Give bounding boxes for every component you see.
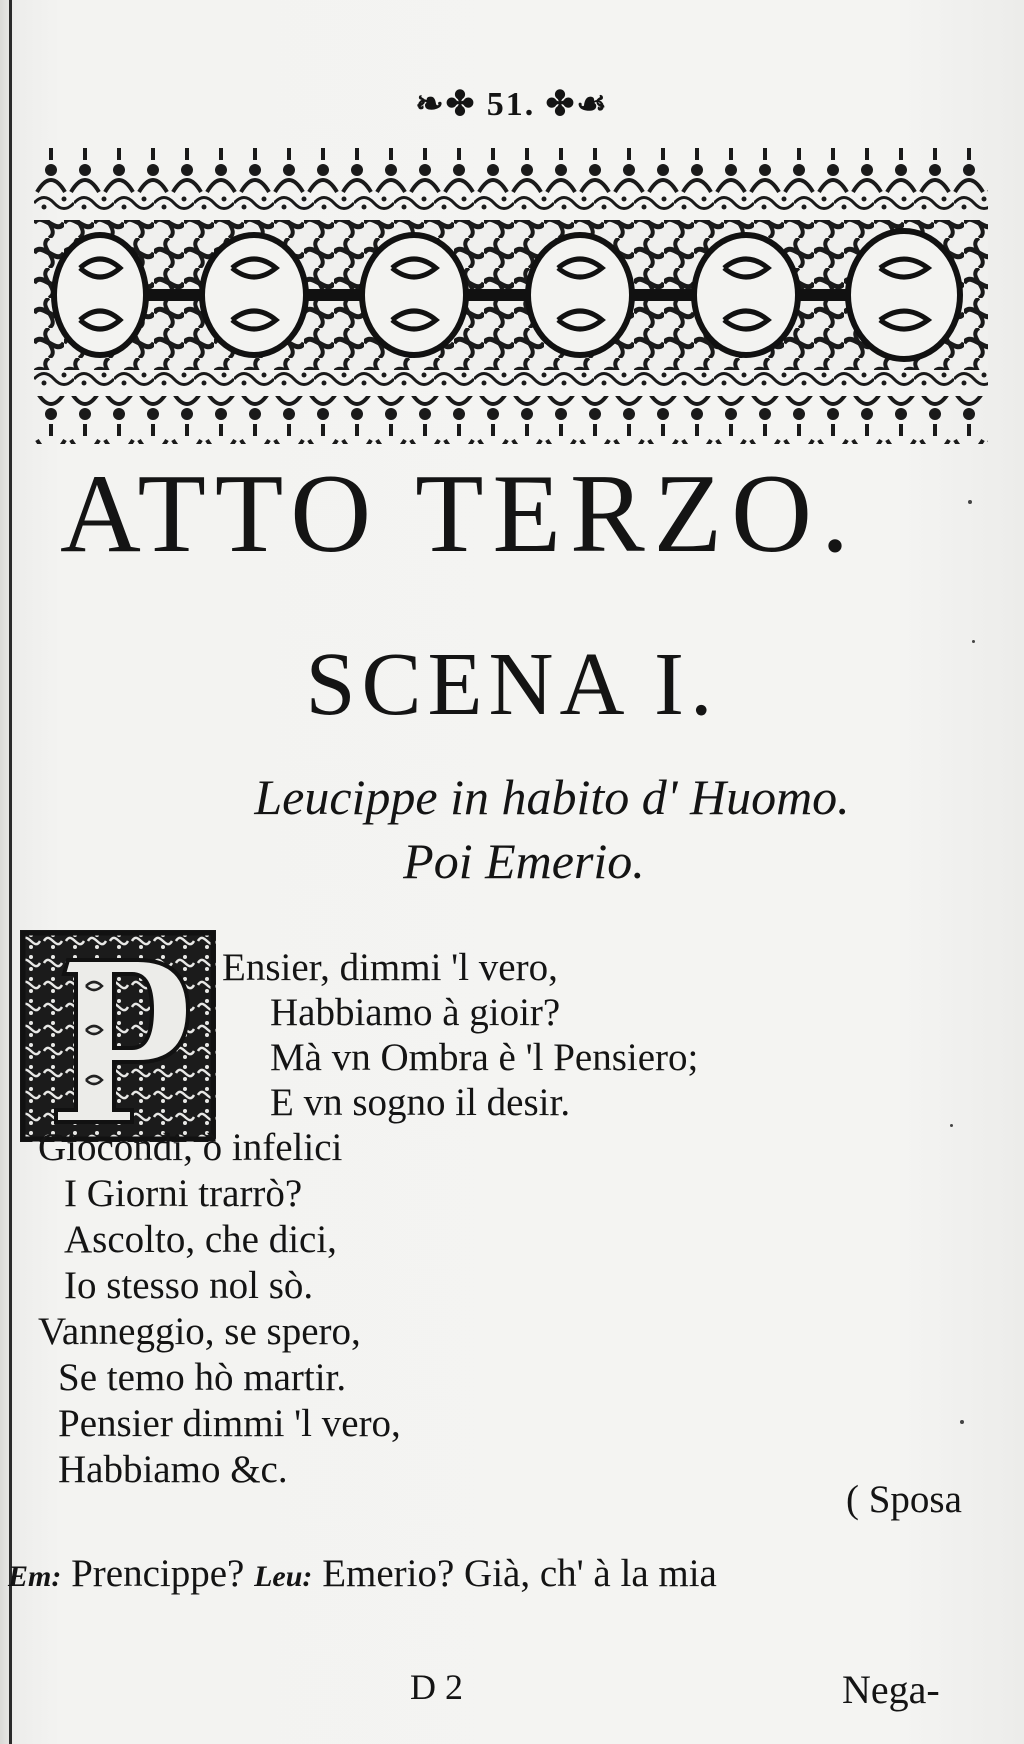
fleuron-left-icon: ❧✤ <box>415 86 487 123</box>
verse-line: I Giorni trarrò? <box>64 1172 303 1215</box>
verse-line: E vn sogno il desir. <box>270 1081 571 1124</box>
verse-line: Vanneggio, se spero, <box>38 1310 361 1353</box>
page-number-text: 51. <box>486 86 536 123</box>
dialogue-line <box>8 1554 717 1593</box>
stage-direction-line-1: Leucippe in habito d' Huomo. <box>254 769 850 825</box>
signature-mark: D 2 <box>410 1667 463 1707</box>
act-title: ATTO TERZO. <box>60 452 858 576</box>
dialogue-text-1: Prencippe? <box>71 1552 245 1595</box>
decorated-initial-p <box>20 930 216 1142</box>
ink-speck <box>972 640 975 643</box>
verse-line: Giocondi, ò infelici <box>38 1126 343 1169</box>
scene-title: SCENA I. <box>305 635 719 734</box>
ornamental-headpiece <box>34 148 988 444</box>
verse-line: Se temo hò martir. <box>58 1356 347 1399</box>
speaker-leucippe-label: Leu: <box>254 1560 313 1593</box>
stage-direction-line-2: Poi Emerio. <box>403 833 645 889</box>
turnover-line: ( Sposa <box>846 1478 962 1521</box>
verse-line: Mà vn Ombra è 'l Pensiero; <box>270 1036 699 1079</box>
dialogue-text-2: Emerio? Già, ch' à la mia <box>322 1552 717 1595</box>
page-number <box>0 84 1024 124</box>
ink-speck <box>960 1420 964 1424</box>
ink-speck <box>950 1124 953 1127</box>
verse-line: Ensier, dimmi 'l vero, <box>222 946 558 989</box>
fleuron-right-icon: ✤☙ <box>535 86 609 123</box>
catchword: Nega- <box>842 1667 940 1712</box>
verse-line: Pensier dimmi 'l vero, <box>58 1402 401 1445</box>
verse-line: Ascolto, che dici, <box>64 1218 337 1261</box>
verse-line: Habbiamo à gioir? <box>270 991 561 1034</box>
verse-line: Io stesso nol sò. <box>64 1264 314 1307</box>
speaker-emerio-label: Em: <box>8 1560 62 1593</box>
ink-speck <box>968 500 972 504</box>
verse-line: Habbiamo &c. <box>58 1448 288 1491</box>
